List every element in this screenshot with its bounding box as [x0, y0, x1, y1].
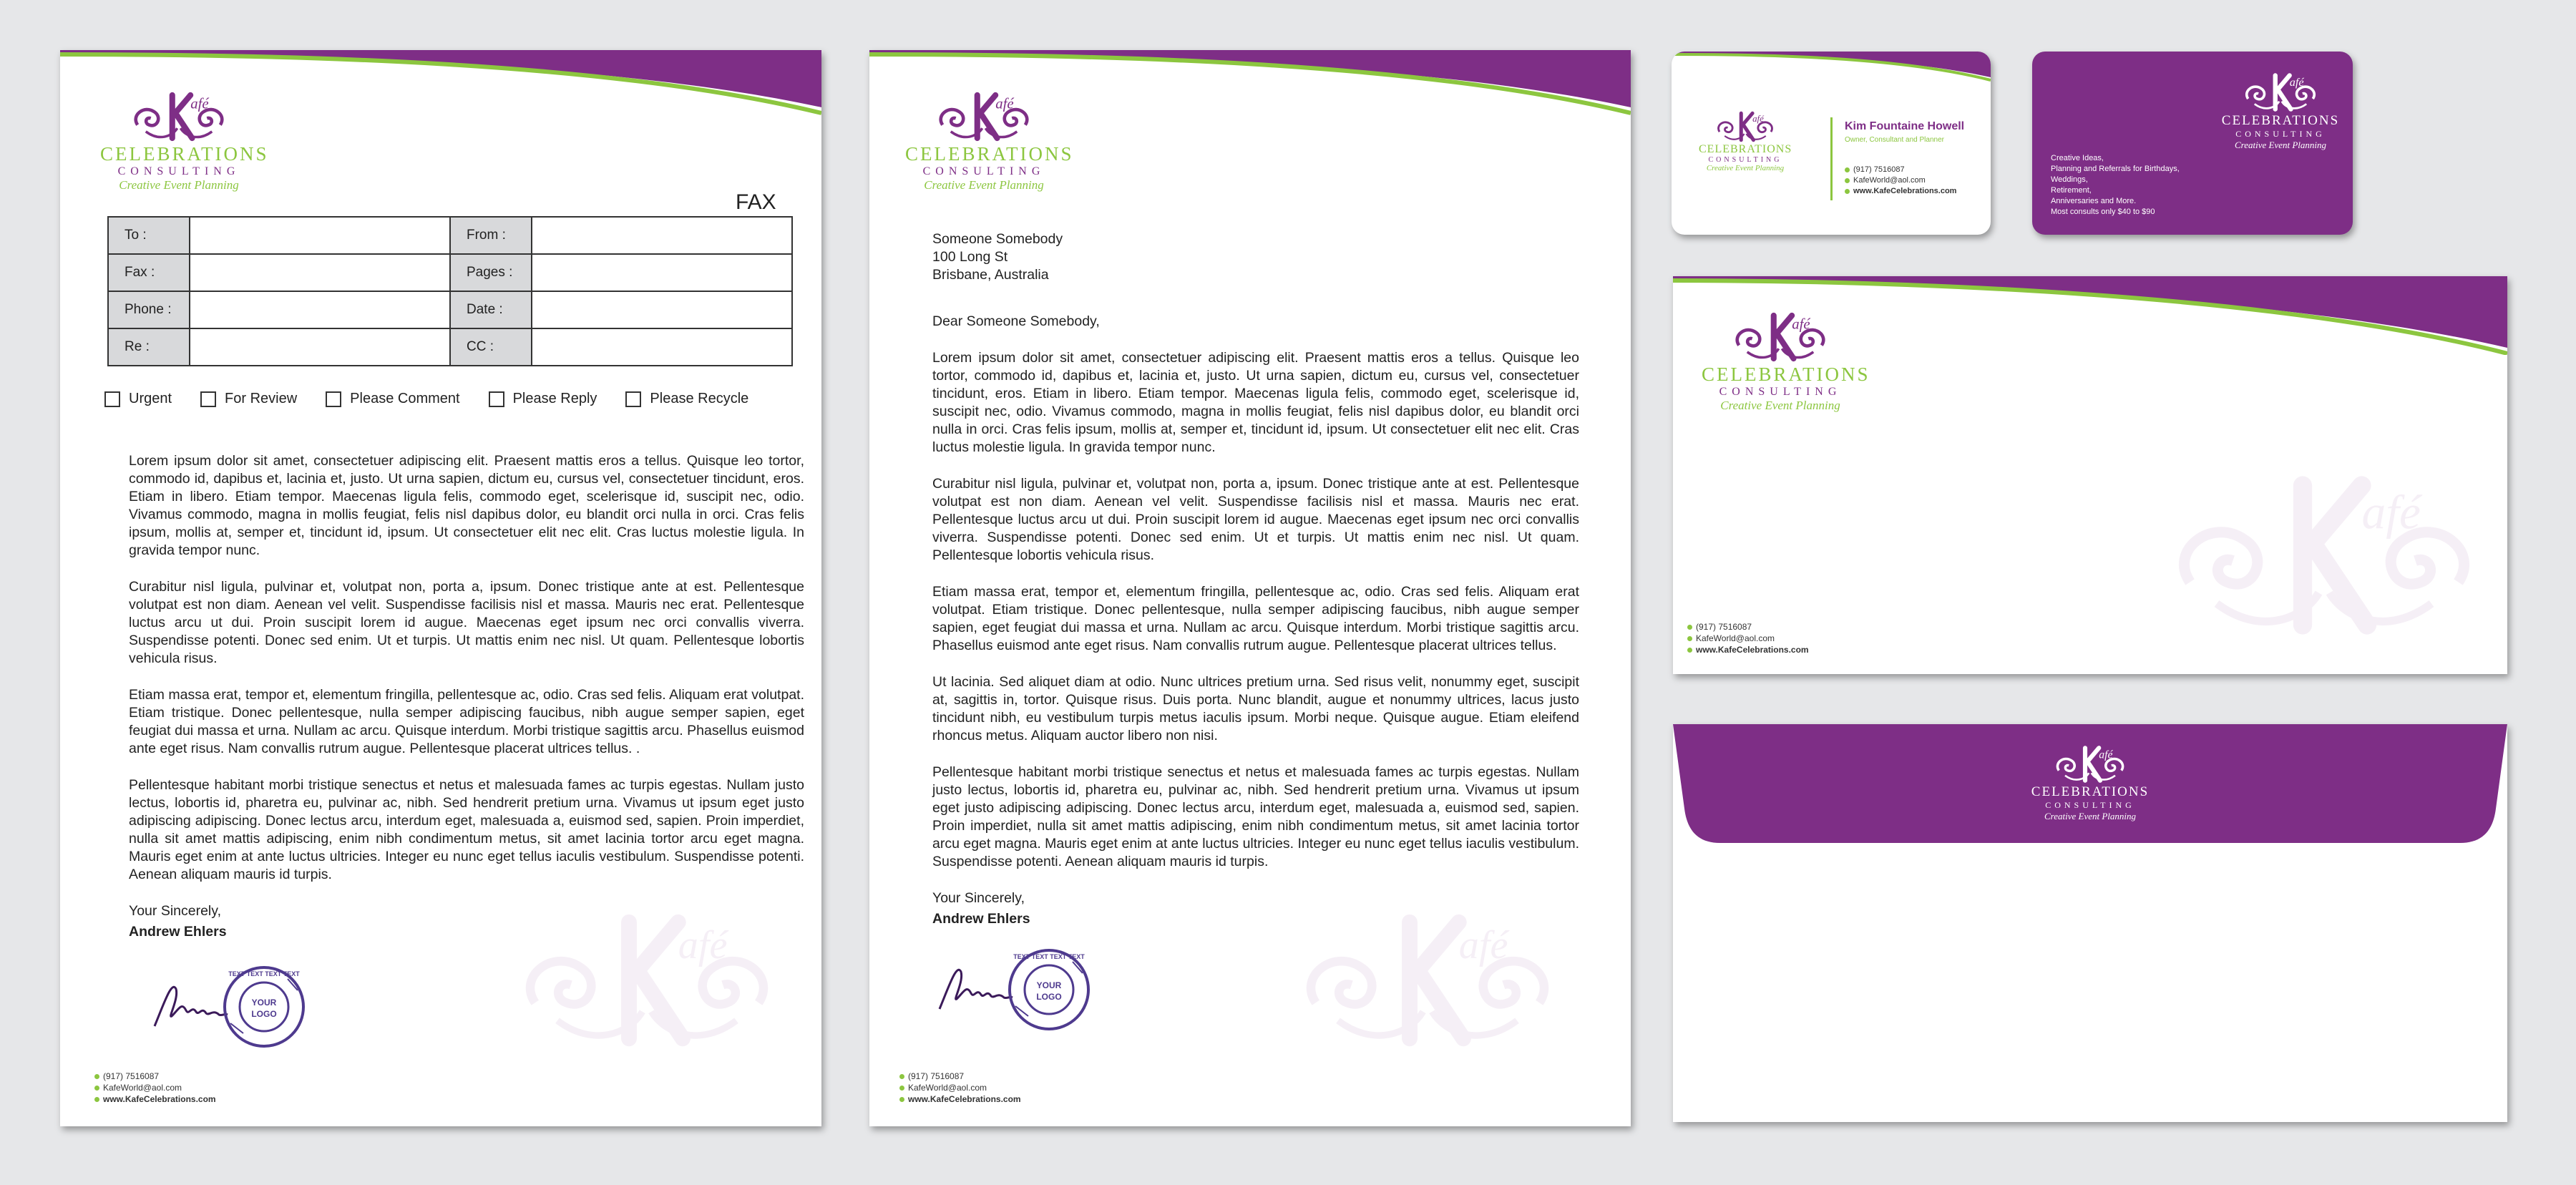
brand-tagline: Creative Event Planning [2044, 811, 2137, 821]
service-line: Most consults only $40 to $90 [2051, 208, 2155, 216]
table-row [108, 328, 792, 366]
brand-subtitle: CONSULTING [117, 165, 240, 177]
stamp-center-text: YOUR [1036, 980, 1062, 990]
contact-email [1845, 175, 1956, 186]
fax-to-field[interactable] [190, 217, 450, 254]
service-line: Creative Ideas, [2051, 154, 2104, 162]
brand-logo [100, 90, 269, 192]
contact-block [1687, 621, 1809, 655]
fax-field-label: From : [450, 217, 532, 254]
body-paragraph: Pellentesque habitant morbi tristique senectus et netus et malesuada fames ac turpis egestas. Nullam justo lectus, lobortis id, pharetra eu, pulvinar ac, nibh. Sed hendrerit pretium urna. Vivamus ut ipsum eget justo adipiscing adipiscing. Donec lectus arcu, interdum eget, malesuada a, euismod sed, sapien. Proin imperdiet, nulla sit amet mattis adipiscing, enim nibh condimentum metus, sit amet lacinia tortor arcu eget magna. Mauris eget enim at ante luctus ultricies. Integer eu nunc eget tellus iaculis vestibulum. Suspendisse potenti. Aenean aliquam mauris id turpis. [932, 764, 1579, 869]
recipient-line: 100 Long St [932, 249, 1008, 265]
kafe-watermark [1292, 909, 1563, 1052]
contact-web [899, 1093, 1021, 1105]
card-holder-title: Owner, Consultant and Planner [1845, 136, 1944, 144]
checkbox-label: For Review [225, 391, 298, 406]
fax-sheet [60, 50, 821, 1126]
fax-field-label: Phone : [108, 291, 190, 328]
web-icon [1845, 189, 1850, 194]
service-line: Anniversaries and More. [2051, 197, 2137, 205]
brand-subtitle: CONSULTING [1719, 386, 1842, 398]
logo-stamp [1007, 947, 1091, 1032]
stamp-center-text: YOUR [251, 998, 277, 1008]
checkbox-for-review[interactable] [200, 391, 297, 407]
fax-body [129, 452, 804, 941]
card-holder-name: Kim Fountaine Howell [1845, 120, 1965, 132]
checkbox-box[interactable] [326, 391, 341, 407]
phone-icon [899, 1074, 904, 1079]
fax-from-field[interactable] [532, 217, 792, 254]
letter-body [932, 230, 1579, 928]
email-icon [1845, 178, 1850, 183]
brand-subtitle: CONSULTING [1708, 156, 1782, 164]
signer-name: Andrew Ehlers [932, 911, 1030, 927]
web-icon [899, 1097, 904, 1102]
brand-logo [1699, 110, 1792, 172]
brand-logo [2220, 72, 2341, 151]
contact-email-text: KafeWorld@aol.com [1853, 176, 1926, 185]
contact-web-text: www.KafeCelebrations.com [103, 1094, 216, 1104]
contact-web [1687, 644, 1809, 655]
table-row [108, 254, 792, 291]
business-card-back [2032, 52, 2353, 235]
checkbox-label: Please Comment [350, 391, 460, 406]
brand-subtitle: CONSULTING [2235, 129, 2326, 139]
checkbox-urgent[interactable] [104, 391, 172, 407]
checkbox-box[interactable] [104, 391, 120, 407]
stamp-ring-text: TEXT TEXT TEXT TEXT [228, 970, 300, 977]
signature-image [150, 973, 229, 1030]
checkbox-please-comment[interactable] [326, 391, 459, 407]
recipient-line: Someone Somebody [932, 231, 1063, 247]
signer-name: Andrew Ehlers [129, 924, 227, 940]
signature-image [935, 956, 1014, 1013]
contact-email [899, 1082, 1021, 1093]
kafe-watermark [2160, 469, 2489, 641]
stamp-center-text: LOGO [1036, 992, 1062, 1002]
fax-date-field[interactable] [532, 291, 792, 328]
brand-name: CELEBRATIONS [905, 143, 1074, 165]
brand-name: CELEBRATIONS [2221, 113, 2340, 128]
web-icon [94, 1097, 99, 1102]
contact-block [94, 1071, 216, 1105]
closing-text: Your Sincerely, [932, 890, 1025, 906]
contact-phone [1845, 165, 1956, 175]
brand-name: CELEBRATIONS [2031, 784, 2150, 799]
contact-email-text: KafeWorld@aol.com [103, 1083, 182, 1093]
web-icon [1687, 648, 1692, 653]
email-icon [94, 1086, 99, 1091]
table-row [108, 291, 792, 328]
contact-phone [899, 1071, 1021, 1082]
contact-phone-text: (917) 7516087 [1696, 622, 1752, 632]
contact-phone-text: (917) 7516087 [103, 1071, 160, 1081]
envelope-front [1673, 276, 2507, 674]
fax-checkbox-row [104, 391, 748, 407]
service-line: Weddings, [2051, 175, 2088, 184]
fax-cc-field[interactable] [532, 328, 792, 366]
body-paragraph: Pellentesque habitant morbi tristique senectus et netus et malesuada fames ac turpis egestas. Nullam justo lectus, lobortis id, pharetra eu, pulvinar ac, nibh. Sed hendrerit pretium urna. Vivamus ut ipsum eget justo adipiscing adipiscing. Donec lectus arcu, interdum eget, malesuada a, euismod sed, sapien. Proin imperdiet, nulla sit amet mattis adipiscing, enim nibh condimentum metus, sit amet lacinia tortor arcu eget magna. Mauris eget enim at ante luctus ultricies. Integer eu nunc eget tellus iaculis vestibulum. Suspendisse potenti. Aenean aliquam mauris id turpis. [129, 777, 804, 882]
contact-web-text: www.KafeCelebrations.com [1853, 187, 1957, 195]
letterhead-sheet [869, 50, 1631, 1126]
email-icon [1687, 636, 1692, 641]
contact-web-text: www.KafeCelebrations.com [1696, 645, 1809, 655]
body-paragraph: Curabitur nisl ligula, pulvinar et, volutpat non, porta a, ipsum. Donec tristique ante at est. Pellentesque volutpat est non diam. Aenean vel velit. Suspendisse facilisis nisl et massa. Mauris nec erat. Pellentesque luctus arcu ut dui. Proin suscipit lorem id augue. Maecenas eget ipsum nec orci convallis viverra. Suspendisse potenti. Donec sed enim. Ut et turpis. Ut mattis enim nec nisl. Ut quam. Pellentesque lobortis vehicula risus. [932, 476, 1579, 563]
kafe-logo-mark [2029, 744, 2151, 784]
kafe-logo-mark [1702, 311, 1859, 364]
stamp-ring-text: TEXT TEXT TEXT TEXT [1013, 953, 1085, 960]
contact-phone-text: (917) 7516087 [1853, 165, 1905, 174]
contact-email-text: KafeWorld@aol.com [1696, 633, 1775, 643]
checkbox-please-reply[interactable] [489, 391, 597, 407]
contact-web [1845, 186, 1956, 197]
phone-icon [94, 1074, 99, 1079]
contact-block [899, 1071, 1021, 1105]
contact-phone [94, 1071, 216, 1082]
kafe-logo-mark [905, 90, 1063, 143]
checkbox-label: Urgent [129, 391, 172, 406]
phone-icon [1687, 625, 1692, 630]
contact-phone-text: (917) 7516087 [908, 1071, 965, 1081]
card-swoosh [1672, 52, 1991, 87]
checkbox-box[interactable] [625, 391, 641, 407]
contact-block [1845, 165, 1956, 197]
brand-tagline: Creative Event Planning [1720, 399, 1840, 412]
brand-tagline: Creative Event Planning [119, 178, 239, 192]
card-services-list [2051, 153, 2180, 218]
checkbox-label: Please Recycle [650, 391, 749, 406]
recipient-address [932, 230, 1579, 284]
checkbox-box[interactable] [200, 391, 216, 407]
contact-email [94, 1082, 216, 1093]
fax-phone-field[interactable] [190, 291, 450, 328]
recipient-line: Brisbane, Australia [932, 267, 1049, 283]
business-card-front [1672, 52, 1991, 235]
brand-name: CELEBRATIONS [100, 143, 269, 165]
kafe-logo-mark [1699, 110, 1792, 143]
fax-title: FAX [736, 190, 776, 214]
envelope-back [1673, 724, 2507, 1122]
body-paragraph: Ut lacinia. Sed aliquet diam at odio. Nunc ultrices pretium urna. Sed risus velit, nonummy eget, suscipit at, sagittis in, tortor. Quisque risus. Duis porta. Nunc blandit, augue et nonummy ultrices, lacus justo tincidunt nibh, eu vestibulum turpis metus iaculis ipsum. Morbi neque. Quisque augue. Etiam eleifend rhoncus metus. Aliquam auctor libero non nisi. [932, 674, 1579, 743]
brand-logo [1702, 311, 1870, 413]
contact-email-text: KafeWorld@aol.com [908, 1083, 987, 1093]
brand-tagline: Creative Event Planning [1706, 164, 1785, 172]
fax-field-label: Fax : [108, 254, 190, 291]
contact-web [94, 1093, 216, 1105]
brand-subtitle: CONSULTING [2045, 800, 2135, 810]
fax-field-label: To : [108, 217, 190, 254]
checkbox-label: Please Reply [512, 391, 597, 406]
card-divider [1830, 117, 1833, 200]
fax-field-label: CC : [450, 328, 532, 366]
body-paragraph: Etiam massa erat, tempor et, elementum fringilla, pellentesque ac, odio. Cras sed felis. Aliquam erat volutpat. Etiam tristique. Donec pellentesque, nulla semper adipiscing faucibus, nibh augue semper sapien, eget feugiat dui massa et urna. Nullam ac arcu. Quisque interdum. Morbi tristique sagittis arcu. Phasellus euismod ante eget risus. Nam convallis rutrum augue. Pellentesque placerat ultrices tellus. [932, 584, 1579, 653]
contact-web-text: www.KafeCelebrations.com [908, 1094, 1021, 1104]
service-line: Retirement, [2051, 186, 2092, 195]
body-paragraph: Curabitur nisl ligula, pulvinar et, volutpat non, porta a, ipsum. Donec tristique ante at est. Pellentesque volutpat est non diam. Aenean vel velit. Suspendisse facilisis nisl et massa. Mauris nec erat. Pellentesque luctus arcu ut dui. Proin suscipit lorem id augue. Maecenas eget ipsum nec orci convallis viverra. Suspendisse potenti. Donec sed enim. Ut et turpis. Ut mattis enim nec nisl. Ut quam. Pellentesque lobortis vehicula risus. [129, 579, 804, 666]
fax-number-field[interactable] [190, 254, 450, 291]
brand-tagline: Creative Event Planning [924, 178, 1044, 192]
brand-subtitle: CONSULTING [922, 165, 1045, 177]
contact-email [1687, 633, 1809, 644]
body-paragraph: Lorem ipsum dolor sit amet, consectetuer adipiscing elit. Praesent mattis eros a tellus. Quisque leo tortor, commodo id, dapibus et, lacinia et, justo. Ut urna sapien, dictum eu, cursus vel, consectetuer tincidunt, eros. Etiam in libero. Etiam tempor. Maecenas ligula felis, commodo eget, scelerisque id, suscipit nec, odio. Vivamus commodo, magna in mollis feugiat, felis nisl dapibus dolor, eu blandit orci nulla in orci. Cras felis ipsum, mollis at, semper et, tincidunt id, ipsum. Ut consectetuer elit nec elit. Cras luctus molestie ligula. In gravida tempor nunc. [129, 453, 804, 558]
fax-field-label: Re : [108, 328, 190, 366]
brand-logo [905, 90, 1074, 192]
logo-stamp [222, 965, 306, 1049]
fax-header-table [107, 216, 793, 366]
body-paragraph: Etiam massa erat, tempor et, elementum fringilla, pellentesque ac, odio. Cras sed felis. Aliquam erat volutpat. Etiam tristique. Donec pellentesque, nulla semper adipiscing faucibus, nibh augue semper sapien, eget feugiat dui massa et urna. Nullam ac arcu. Quisque interdum. Morbi tristique sagittis arcu. Phasellus euismod ante eget risus. Nam convallis rutrum augue. Pellentesque placerat ultrices tellus. . [129, 687, 804, 756]
letter-greeting: Dear Someone Somebody, [932, 313, 1100, 329]
phone-icon [1845, 167, 1850, 172]
fax-re-field[interactable] [190, 328, 450, 366]
brand-tagline: Creative Event Planning [2234, 140, 2327, 150]
brand-logo [2029, 744, 2151, 822]
kafe-logo-mark [2220, 72, 2341, 113]
checkbox-box[interactable] [489, 391, 504, 407]
contact-phone [1687, 621, 1809, 633]
brand-name: CELEBRATIONS [1702, 364, 1870, 385]
fax-field-label: Date : [450, 291, 532, 328]
email-icon [899, 1086, 904, 1091]
stamp-center-text: LOGO [251, 1009, 277, 1019]
service-line: Planning and Referrals for Birthdays, [2051, 165, 2180, 173]
closing-text: Your Sincerely, [129, 903, 221, 919]
checkbox-please-recycle[interactable] [625, 391, 748, 407]
body-paragraph: Lorem ipsum dolor sit amet, consectetuer adipiscing elit. Praesent mattis eros a tellus. Quisque leo tortor, commodo id, dapibus et, lacinia et, justo. Ut urna sapien, dictum eu, cursus vel, consectetuer tincidunt, eros. Etiam in libero. Etiam tempor. Maecenas ligula felis, commodo eget, scelerisque id, suscipit nec, odio. Vivamus commodo, magna in mollis feugiat, felis nisl dapibus dolor, eu blandit orci nulla in orci. Cras felis ipsum, mollis at, semper et, tincidunt id, ipsum. Ut consectetuer elit nec elit. Cras luctus molestie ligula. In gravida tempor nunc. [932, 350, 1579, 455]
fax-field-label: Pages : [450, 254, 532, 291]
kafe-logo-mark [100, 90, 258, 143]
fax-pages-field[interactable] [532, 254, 792, 291]
brand-name: CELEBRATIONS [1699, 143, 1792, 155]
table-row [108, 217, 792, 254]
